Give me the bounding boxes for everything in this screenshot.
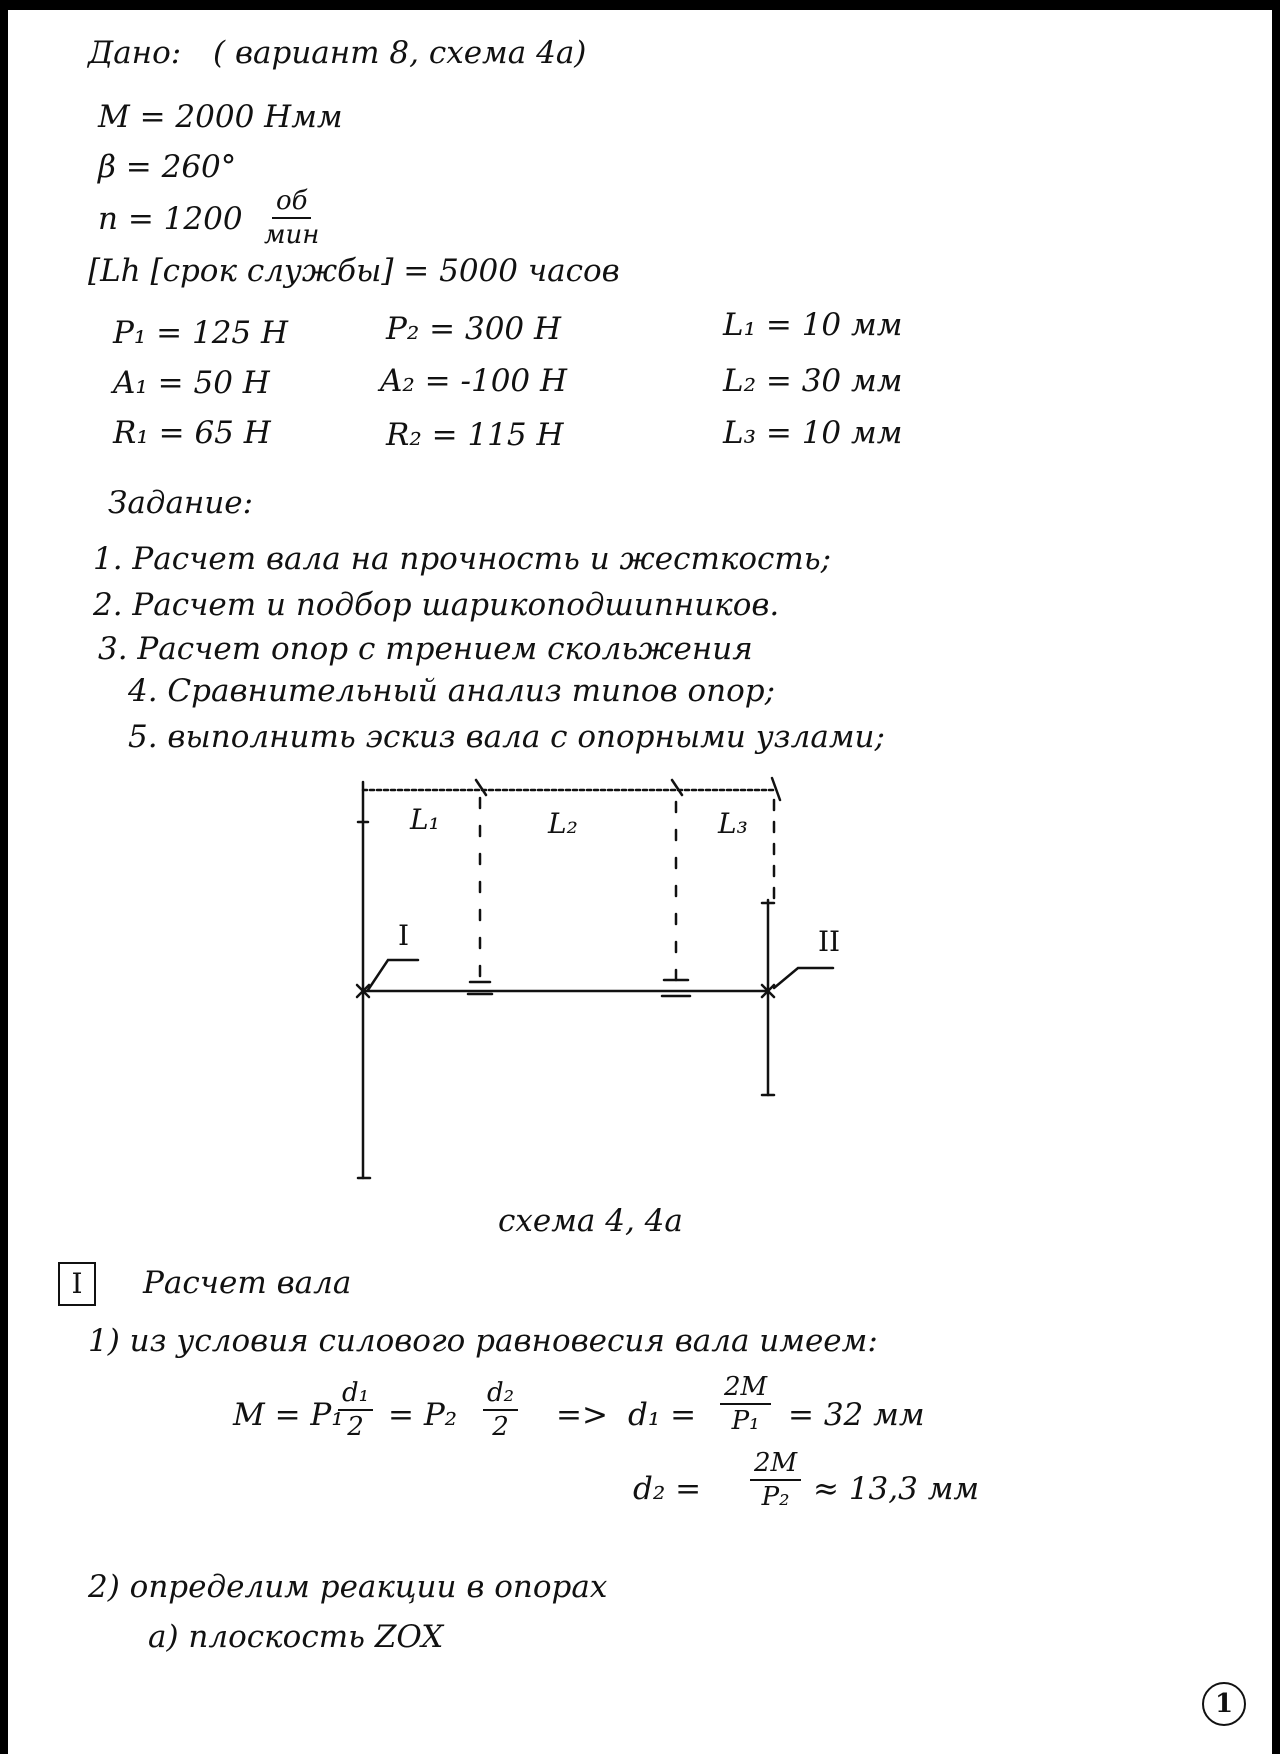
task-item-1: 1. Расчет вала на прочность и жесткость; (93, 541, 832, 577)
task-item-2: 2. Расчет и подбор шарикоподшипников. (93, 587, 780, 623)
load-r1: R₁ = 65 Н (113, 415, 271, 451)
d2-label: d₂ = (633, 1471, 702, 1507)
d1-result-fraction: $\frac{2M}{\text{P₁}}$ (720, 1374, 771, 1434)
support-label-right: II (818, 925, 841, 958)
equation-lhs: M = P₁ (233, 1397, 344, 1433)
load-r2: R₂ = 115 Н (386, 417, 564, 453)
load-a2: A₂ = -100 Н (380, 363, 568, 399)
load-a1: A₁ = 50 Н (113, 365, 270, 401)
task-heading: Задание: (108, 485, 254, 521)
given-heading: Дано: (88, 35, 182, 71)
rpm-unit-den: мин (264, 220, 320, 250)
variant-note: ( вариант 8, схема 4а) (213, 35, 587, 71)
equation-mid: = P₂ (388, 1397, 458, 1433)
length-l2: L₂ = 30 мм (723, 363, 903, 399)
step-2: 2) определим реакции в опорах (88, 1569, 608, 1605)
given-rpm: n = 1200 (98, 201, 243, 237)
dim-label-l2: L₂ (548, 807, 578, 840)
task-item-3: 3. Расчет опор с трением скольжения (98, 631, 753, 667)
task-item-5: 5. выполнить эскиз вала с опорными узлами; (128, 719, 885, 755)
given-moment: M = 2000 Нмм (98, 99, 343, 135)
given-angle: β = 260° (98, 149, 237, 185)
scheme-caption: схема 4, 4а (498, 1203, 683, 1239)
rpm-unit-num: об (272, 188, 312, 219)
load-p2: P₂ = 300 Н (386, 311, 562, 347)
length-l3: L₃ = 10 мм (723, 415, 903, 451)
support-right-leader (774, 968, 833, 988)
support-left-leader (368, 960, 418, 990)
d2-result: ≈ 13,3 мм (813, 1471, 980, 1507)
step-2a: а) плоскость ZOX (148, 1619, 444, 1655)
section-number-box: I (58, 1262, 96, 1306)
implies-arrow: => (556, 1397, 608, 1433)
handwritten-page (8, 10, 1272, 1754)
d1-label: d₁ = (628, 1397, 697, 1433)
load-p1: P₁ = 125 Н (113, 315, 289, 351)
support-label-left: I (398, 919, 410, 952)
d2-half-fraction: $\frac{\text{d₂}}{2}$ (483, 1380, 518, 1440)
task-item-4: 4. Сравнительный анализ типов опор; (128, 673, 776, 709)
given-service-life: [Lh [срок службы] = 5000 часов (88, 253, 620, 289)
section-title: Расчет вала (143, 1265, 352, 1301)
page-number: 1 (1202, 1682, 1246, 1726)
d1-half-fraction: $\frac{\text{d₁}}{2}$ (338, 1380, 373, 1440)
step-1: 1) из условия силового равновесия вала имеем: (88, 1323, 878, 1359)
d2-result-fraction: $\frac{2M}{\text{P₂}}$ (750, 1450, 801, 1510)
length-l1: L₁ = 10 мм (723, 307, 903, 343)
dim-label-l3: L₃ (718, 807, 748, 840)
dim-label-l1: L₁ (410, 803, 440, 836)
d1-result: = 32 мм (788, 1397, 925, 1433)
